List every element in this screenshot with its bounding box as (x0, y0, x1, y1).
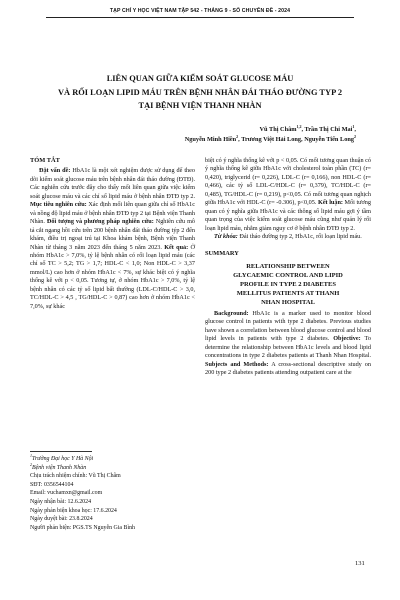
author-name: Trương Việt Hải Long (241, 136, 302, 143)
author-line-1 (96, 125, 356, 135)
label-methods-vi: Đối tượng và phương pháp nghiên cứu: (46, 218, 154, 226)
author-affiliation: 1,2 (296, 123, 302, 129)
footnote-line: SĐT: 0356544104 (30, 481, 74, 488)
footnote-text: Trường Đại học Y Hà Nội (32, 456, 94, 462)
title-line: TẠI BỆNH VIỆN THANH NHÀN (138, 101, 262, 110)
english-title (205, 262, 371, 307)
text-background-vi: HbA1c là một xét nghiệm được sử dụng để theo dõi kiểm soát glucose máu trên bệnh nhân đái tháo đường (ĐTĐ). Các nghiên cứu trước đây cho thấy mối liên quan giữa việc kiểm soát glucose máu và các chỉ số lipid máu ở bệnh nhân ĐTĐ typ 2. (30, 167, 195, 200)
author-affiliation: 1 (352, 123, 355, 129)
author-list (96, 125, 356, 145)
author-line-2 (96, 135, 356, 145)
abstract-en-text (205, 310, 371, 378)
title-line: VÀ RỐI LOẠN LIPID MÁU TRÊN BỆNH NHÂN ĐÁI THÁO ĐƯỜNG TYP 2 (58, 87, 342, 97)
english-title-line: NHAN HOSPITAL (261, 298, 315, 306)
footnote-text: Bệnh viện Thanh Nhàn (32, 464, 87, 471)
author-affiliation: 2 (354, 133, 356, 139)
text-objective-en: To determine the relationship between HbA1c levels and blood lipid concentrations in type 2 diabetes patients at Thanh Nhan Hospital. (205, 335, 371, 360)
abstract-vi-heading: TÓM TẮT (30, 157, 60, 164)
author-separator: , (238, 136, 242, 143)
keywords-vi (205, 233, 371, 241)
footnote-line (30, 461, 195, 473)
article-title (30, 72, 370, 113)
english-title-line: MELLITUS PATIENTS AT THANH (236, 289, 340, 297)
label-background-en: Background: (214, 309, 249, 317)
author-name: Nguyễn Tiến Long (304, 136, 354, 143)
right-column (205, 157, 371, 378)
footnote-sup: 2 (30, 461, 32, 467)
footnote-line: Email: vuchamxn@gmail.com (30, 490, 103, 497)
author-name: Vũ Thị Châm (259, 126, 297, 133)
footnote-block (30, 451, 195, 532)
footnote-line: Chịu trách nhiệm chính: Vũ Thị Châm (30, 473, 121, 480)
author-name: Nguyễn Minh Hiền (184, 136, 237, 143)
summary-heading: SUMMARY (205, 249, 239, 257)
footnote-rule (30, 451, 92, 452)
footnote-sup: 1 (30, 453, 32, 459)
title-line: LIÊN QUAN GIỮA KIỂM SOÁT GLUCOSE MÁU (106, 74, 294, 83)
left-column (30, 157, 195, 311)
footnote-line: Ngày phản biện khoa học: 17.6.2024 (30, 507, 117, 514)
text-background-en: HbA1c is a marker used to monitor blood glucose control in patients with type 2 diabetes. Previous studies have shown a correlation between blood glucose control and blood lipid levels in patients with type 2 diabetes. (205, 309, 371, 343)
text-objective-vi: Xác định mối liên quan giữa chỉ số HbA1c và nồng độ lipid máu ở bệnh nhân ĐTĐ typ 2 tại Bệnh viện Thanh Nhàn. (30, 201, 195, 226)
text-methods-vi: Nghiên cứu mô tả cắt ngang hồi cứu trên 200 bệnh nhân đái tháo đường týp 2 đến khám, điều trị ngoại trú tại Khoa khám bệnh, Bệnh viện Thanh Nhàn từ tháng 3 năm 2023 đến tháng 5 năm 2023. (30, 218, 195, 251)
label-objective-vi: Mục tiêu nghiên cứu: (30, 201, 87, 209)
footnote-line (30, 455, 195, 464)
text-correlation-vi: biệt có ý nghĩa thống kê với p < 0,05. Có mối tương quan thuận có ý nghĩa thống kê giữa HbA1c với cholesterol toàn phần (TC) (r= 0,420), triglycerid (r= 0,226), LDL-C (r= 0,166), non HDL-C (r= 0,466), các tỷ số LDL-C/HDL-C (r= 0,379), TC/HDL-C (r= 0,485), TG/HDL-C (r= 0,219), p<0,05. Có mối tương quan nghịch giữa HbA1c với HDL-C (r= -0.306), p<0,05. (205, 157, 371, 207)
text-conclusion-vi: Mối tương quan có ý nghĩa giữa HbA1c và các thông số lipid máu gợi ý tầm quan trọng của việc kiểm soát glucose máu cũng như quản lý rối loạn lipid máu, nhằm giảm nguy cơ ở bệnh nhân ĐTĐ typ 2. (205, 199, 371, 232)
english-title-line: GLYCAEMIC CONTROL AND LIPID (233, 271, 343, 279)
label-conclusion-vi: Kết luận: (318, 199, 343, 207)
text-keywords-vi: Đái tháo đường typ 2, HbA1c, rối loạn lipid máu. (237, 233, 362, 241)
page-number: 131 (355, 560, 365, 567)
author-separator: , (301, 126, 305, 133)
english-title-line: RELATIONSHIP BETWEEN (246, 262, 330, 270)
header-rule (46, 17, 354, 18)
english-title-line: PROFILE IN TYPE 2 DIABETES (240, 280, 336, 288)
footnote-line: Ngày nhận bài: 12.6.2024 (30, 498, 92, 505)
label-keywords-vi: Từ khóa: (214, 233, 238, 241)
label-background-vi: Đặt vấn đề: (39, 167, 71, 175)
footnote-line: Người phản biện: PGS.TS Nguyễn Gia Bình (30, 524, 135, 531)
text-results-vi: Ở nhóm HbA1c > 7,0%, tỷ lệ bệnh nhân có rối loạn lipid máu (các chỉ số TC > 5,2; TG > 1,7; HDL-C < 1,0; Non HDL-C > 3,37 mmol/L) cao hơn ở nhóm HbA1c < 7%, sự khác biệt có ý nghĩa thống kê với p < 0,05. Tương tự, ở nhóm HbA1c > 7,0%, tỷ lệ bệnh nhân có các tỷ số lipid bất thường (LDL-C/HDL-C > 3,0, TC/HDL-C > 4,5 , TG/HDL-C > 0,87) cao hơn ở nhóm HbA1c < 7,0%, sự khác (30, 243, 196, 310)
author-affiliation: 2 (236, 133, 239, 139)
abstract-vi-continued (205, 157, 371, 233)
label-methods-en: Subjects and Methods: (205, 360, 269, 368)
abstract-vi-text (30, 167, 195, 311)
text-methods-en: A cross-sectional descriptive study on 200 type 2 diabetes patients attending outpatient care at the (205, 360, 371, 377)
footnote-line: Ngày duyệt bài: 23.8.2024 (30, 516, 93, 523)
author-name: Trần Thị Chi Mai (304, 126, 353, 133)
journal-header: TẠP CHÍ Y HỌC VIỆT NAM TẬP 542 - THÁNG 9 - SỐ CHUYÊN ĐỀ - 2024 (109, 8, 291, 14)
label-results-vi: Kết quả: (164, 243, 189, 251)
author-separator: , (354, 126, 356, 133)
label-objective-en: Objective: (333, 335, 361, 343)
author-separator: , (301, 136, 305, 143)
